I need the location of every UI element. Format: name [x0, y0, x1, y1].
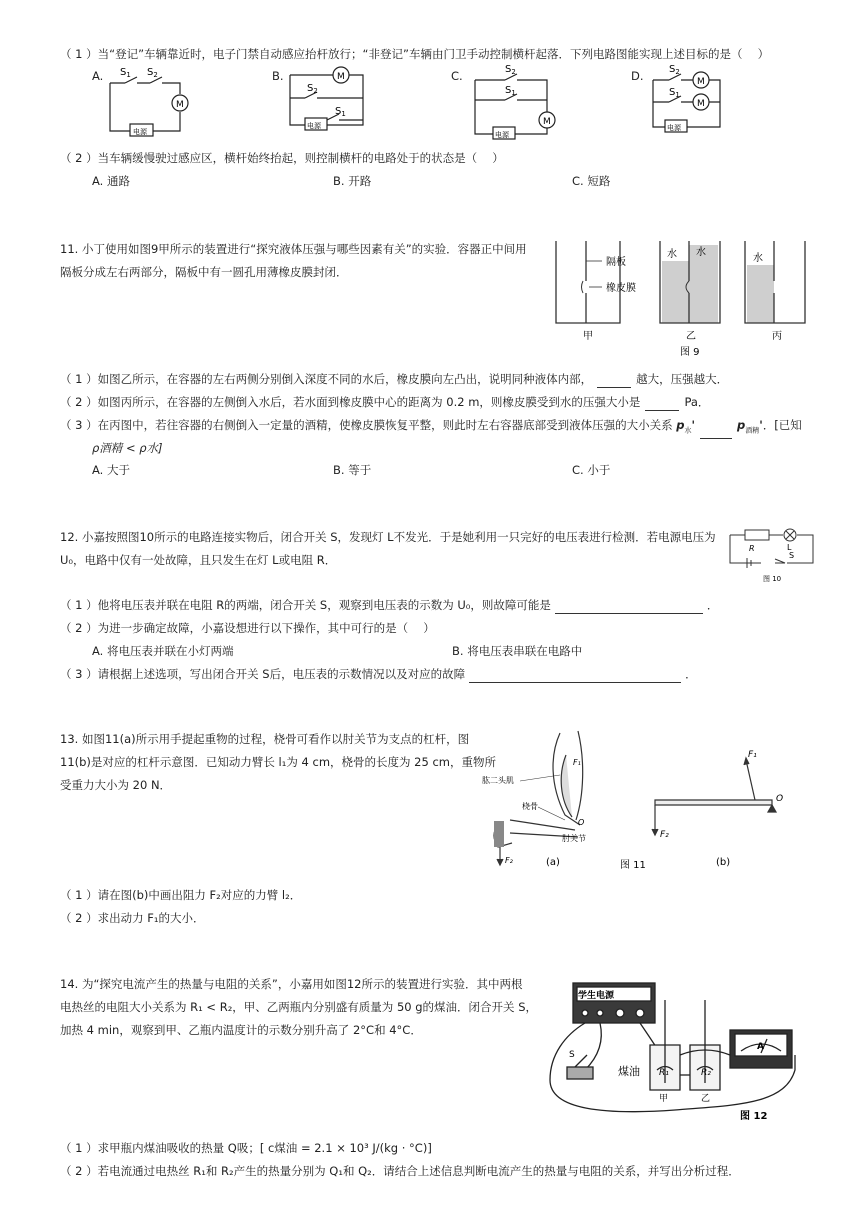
fig12-caption: 图 12 [740, 1111, 768, 1122]
fig12-jia-label: 甲 [659, 1094, 669, 1104]
q10-c-s2-label: S [505, 64, 512, 75]
fig11a-O: O [578, 818, 585, 827]
fig11-radius-label: 桡骨 [522, 802, 538, 811]
q11-part2 [60, 394, 709, 411]
q12-stem-line1: 12. 小嘉按照图10所示的电路连接实物后，闭合开关 S，发现灯 L不发光．于是她利用一只完好的电压表进行检测．若电源电压为 [60, 530, 716, 544]
svg-text:S1 [669, 87, 680, 99]
q10-a-motor: M [176, 100, 184, 110]
q10-c-s1-sub: 1 [511, 89, 516, 97]
q14-stem-line1: 14. 为“探究电流产生的热量与电阻的关系”，小嘉用如图12所示的装置进行实验．其中两根 [60, 977, 523, 991]
svg-text:S1 [120, 67, 131, 79]
svg-text:S2 [307, 83, 318, 95]
q10-d-s2-label: S [669, 64, 676, 75]
fig9-yi-water-right: 水 [696, 247, 706, 258]
fig10-L-label: L [787, 543, 792, 552]
fig9-partition-label: 隔板 [606, 257, 626, 268]
q10-a-s2-label: S [147, 67, 154, 78]
q10-a-source: 电源 [133, 128, 147, 136]
q11-part3-known: ．[已知 [762, 418, 802, 432]
svg-text:S2 [669, 64, 680, 76]
q10-d-s1-label: S [669, 87, 676, 98]
q12-option-b: B. 将电压表串联在电路中 [452, 644, 583, 658]
fig11b-F2: F₂ [660, 830, 669, 840]
q10-part1: （ 1 ）当“登记”车辆靠近时，电子门禁自动感应抬杆放行；“非登记”车辆由门卫手动控制横杆起落．下列电路图能实现上述目标的是（ ） [60, 47, 770, 61]
q11-part3 [60, 417, 802, 439]
fig12-ammeter-label: A [757, 1042, 764, 1052]
q11-stem-line1: 11. 小丁使用如图9甲所示的装置进行“探究液体压强与哪些因素有关”的实验．容器正中间用 [60, 242, 527, 256]
q10-part2-option-b: B. 开路 [333, 174, 372, 188]
q13-stem-line2: 11(b)是对应的杠杆示意图．已知动力臂长 l₁为 4 cm，桡骨的长度为 25 cm，重物所 [60, 755, 496, 769]
q10-b-s1-label: S [335, 106, 342, 117]
q11-part1-blank[interactable] [597, 375, 631, 388]
q10-d-s1-sub: 1 [675, 91, 680, 99]
q10-a-s2-sub: 2 [153, 71, 158, 79]
q10-b-source: 电源 [307, 122, 321, 130]
q10-b-motor: M [337, 72, 345, 82]
fig9-membrane-label: 橡皮膜 [606, 283, 636, 294]
q10-d-s2-sub: 2 [675, 68, 680, 76]
fig12-S-label: S [569, 1050, 575, 1060]
fig10-R-label: R [749, 544, 755, 553]
q11-option-b: B. 等于 [333, 463, 372, 477]
figure-12 [545, 975, 805, 1125]
q12-part3-text: （ 3 ）请根据上述选项，写出闭合开关 S后，电压表的示数情况以及对应的故障 [60, 667, 466, 681]
fig12-yi-label: 乙 [701, 1094, 711, 1104]
q10-c-s2-sub: 2 [511, 68, 516, 76]
q11-option-c: C. 小于 [572, 463, 611, 477]
fig9-label-jia: 甲 [583, 331, 593, 342]
q12-part1: （ 1 ）他将电压表并联在电阻 R的两端，闭合开关 S，观察到电压表的示数为 U₀，则故障可能是 ． [60, 598, 719, 612]
svg-text:S2 [147, 67, 158, 79]
q11-part2-blank[interactable] [645, 398, 679, 411]
fig11-biceps-label: 肱二头肌 [482, 776, 514, 785]
q10-a-s1-label: S [120, 67, 127, 78]
figure-10 [725, 525, 820, 585]
q10-b-s1-sub: 1 [341, 110, 346, 118]
fig10-S-label: S [789, 551, 795, 560]
q11-part1-text-b: 越大，压强越大． [636, 372, 729, 386]
fig11a-F2: F₂ [505, 856, 513, 865]
q10-a-s1-sub: 1 [126, 71, 131, 79]
fig11b-F1: F₁ [748, 750, 757, 760]
q11-option-a: A. 大于 [92, 463, 130, 477]
svg-text:S1 [335, 106, 346, 118]
q11-part2-text-a: （ 2 ）如图丙所示，在容器的左侧倒入水后，若水面到橡皮膜中心的距离为 0.2 m，则橡皮膜受到水的压强大小是 [60, 395, 641, 409]
q10-c-motor: M [543, 117, 551, 127]
fig11a-F1: F₁ [573, 758, 581, 767]
q14-part2: （ 2 ）若电流通过电热丝 R₁和 R₂产生的热量分别为 Q₁和 Q₂．请结合上述信息判断电流产生的热量与电阻的关系，并写出分析过程． [60, 1164, 740, 1178]
figure-11 [480, 725, 810, 875]
fig11-label-b: (b) [716, 857, 731, 868]
q10-d-motor-2: M [697, 99, 705, 109]
fig11-label-a: (a) [546, 857, 560, 868]
q10-part2-option-a: A. 通路 [92, 174, 130, 188]
q10-circuit-d [645, 62, 730, 137]
q12-part2: （ 2 ）为进一步确定故障，小嘉设想进行以下操作，其中可行的是（ ） [60, 621, 435, 635]
q10-part2-option-c: C. 短路 [572, 174, 611, 188]
q11-stem-line2: 隔板分成左右两部分，隔板中有一圆孔用薄橡皮膜封闭． [60, 265, 348, 279]
q12-part1-blank[interactable] [555, 601, 703, 614]
fig9-bing-water: 水 [753, 253, 763, 264]
fig12-R2-label: R₂ [701, 1068, 711, 1078]
fig11b-O: O [776, 794, 784, 804]
q13-stem-line3: 受重力大小为 20 N． [60, 778, 172, 792]
q10-b-s2-sub: 2 [313, 87, 318, 95]
svg-text:S2 [505, 64, 516, 76]
q10-c-s1-label: S [505, 85, 512, 96]
fig11-elbow-label: 肘关节 [562, 834, 586, 843]
q10-d-source: 电源 [667, 124, 681, 132]
figure-9 [550, 235, 820, 360]
q11-p-alcohol: $p_{酒精}'$ [737, 418, 763, 435]
q14-stem-line2: 电热丝的电阻大小关系为 R₁ < R₂，甲、乙两瓶内分别盛有质量为 50 g的煤油．闭合开关 S， [60, 1000, 537, 1014]
q13-part2: （ 2 ）求出动力 F₁的大小． [60, 911, 205, 925]
q10-c-source: 电源 [495, 131, 509, 139]
q10-option-d-label: D. [631, 69, 644, 83]
q10-d-motor-1: M [697, 77, 705, 87]
q11-part2-text-b: Pa． [684, 395, 710, 409]
fig9-caption: 图 9 [680, 347, 700, 358]
q13-part1: （ 1 ）请在图(b)中画出阻力 F₂对应的力臂 l₂． [60, 888, 302, 902]
fig11-caption: 图 11 [620, 860, 646, 871]
q10-option-b-label: B. [272, 69, 284, 83]
q12-part1-text: （ 1 ）他将电压表并联在电阻 R的两端，闭合开关 S，观察到电压表的示数为 U₀，则故障可能是 [60, 598, 551, 612]
q11-part3-blank[interactable] [700, 426, 732, 439]
q12-stem-line2: U₀，电路中仅有一处故障，且只发生在灯 L或电阻 R． [60, 553, 337, 567]
q10-b-s2-label: S [307, 83, 314, 94]
fig9-label-bing: 丙 [772, 331, 782, 342]
q10-option-a-label: A. [92, 69, 104, 83]
fig9-label-yi: 乙 [686, 331, 696, 342]
q14-stem-line3: 加热 4 min，观察到甲、乙瓶内温度计的示数分别升高了 2°C和 4°C． [60, 1023, 422, 1037]
q10-circuit-a [105, 65, 200, 140]
fig12-oil-label: 煤油 [618, 1065, 640, 1078]
fig9-yi-water-left: 水 [667, 249, 677, 260]
q10-circuit-b [285, 62, 375, 137]
fig12-supply-label: 学生电源 [578, 991, 615, 1001]
q11-part1 [60, 371, 728, 388]
q11-part1-text-a: （ 1 ）如图乙所示，在容器的左右两侧分别倒入深度不同的水后，橡皮膜向左凸出，说明同种液体内部， [60, 372, 593, 386]
fig12-R1-label: R₁ [659, 1068, 669, 1078]
fig10-caption: 图 10 [763, 575, 782, 583]
q12-option-a: A. 将电压表并联在小灯两端 [92, 644, 234, 658]
q12-part3: （ 3 ）请根据上述选项，写出闭合开关 S后，电压表的示数情况以及对应的故障 ． [60, 667, 697, 681]
q14-part1: （ 1 ）求甲瓶内煤油吸收的热量 Q吸；[ c煤油 = 2.1 × 10³ J/(kg · °C)] [60, 1141, 432, 1155]
q10-part2: （ 2 ）当车辆缓慢驶过感应区，横杆始终抬起，则控制横杆的电路处于的状态是（ ） [60, 151, 504, 165]
q10-circuit-c [465, 62, 560, 142]
q11-part3-line2: ρ酒精 < ρ水] [92, 441, 163, 455]
svg-text:S1 [505, 85, 516, 97]
q11-part3-text-a: （ 3 ）在丙图中，若往容器的右侧倒入一定量的酒精，使橡皮膜恢复平整，则此时左右容器底部受到液体压强的大小关系 [60, 418, 673, 432]
q12-part3-blank[interactable] [469, 670, 681, 683]
q11-p-water: $p_水'$ [676, 418, 696, 435]
q13-stem-line1: 13. 如图11(a)所示用手提起重物的过程，桡骨可看作以肘关节为支点的杠杆，图 [60, 732, 470, 746]
q10-option-c-label: C. [451, 69, 463, 83]
